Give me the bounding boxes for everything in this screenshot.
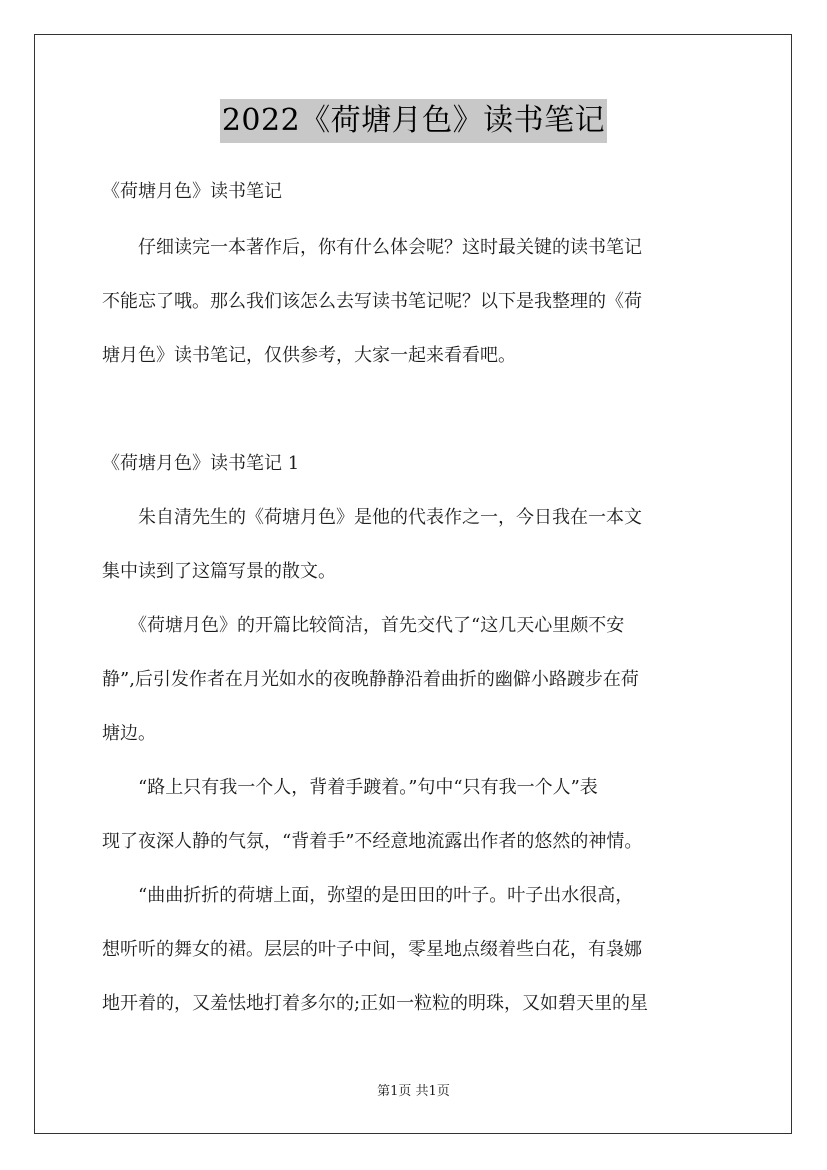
paragraph-line: 朱自清先生的《荷塘月色》是他的代表作之一，今日我在一本文 (102, 507, 642, 528)
paragraph-line: “曲曲折折的荷塘上面，弥望的是田田的叶子。叶子出水很高， (102, 885, 634, 906)
page-number-footer: 第1页 共1页 (377, 1084, 450, 1099)
paragraph-line: 静”,后引发作者在月光如水的夜晚静静沿着曲折的幽僻小路踱步在荷 (102, 669, 639, 690)
title-container (0, 99, 827, 143)
paragraph-line: 想听听的舞女的裙。层层的叶子中间，零星地点缀着些白花，有袅娜 (102, 939, 642, 960)
paragraph-line: 地开着的，又羞怯地打着多尔的;正如一粒粒的明珠，又如碧天里的星 (102, 993, 649, 1014)
paragraph-line: 集中读到了这篇写景的散文。 (102, 561, 336, 582)
paragraph-line: 仔细读完一本著作后，你有什么体会呢？这时最关键的读书笔记 (102, 237, 642, 258)
paragraph-line: “路上只有我一个人，背着手踱着。”句中“只有我一个人”表 (102, 777, 598, 798)
paragraph-line: 塘月色》读书笔记，仅供参考，大家一起来看看吧。 (102, 345, 516, 366)
paragraph-line: 塘边。 (102, 723, 156, 744)
section-heading: 《荷塘月色》读书笔记 1 (102, 453, 300, 474)
paragraph-line: 《荷塘月色》的开篇比较简洁，首先交代了“这几天心里颇不安 (102, 615, 625, 636)
paragraph-line: 现了夜深人静的气氛，“背着手”不经意地流露出作者的悠然的神情。 (102, 831, 643, 852)
paragraph-line: 不能忘了哦。那么我们该怎么去写读书笔记呢？以下是我整理的《荷 (102, 291, 642, 312)
section-heading: 《荷塘月色》读书笔记 (102, 181, 282, 202)
document-title: 2022《荷塘月色》读书笔记 (220, 99, 607, 143)
